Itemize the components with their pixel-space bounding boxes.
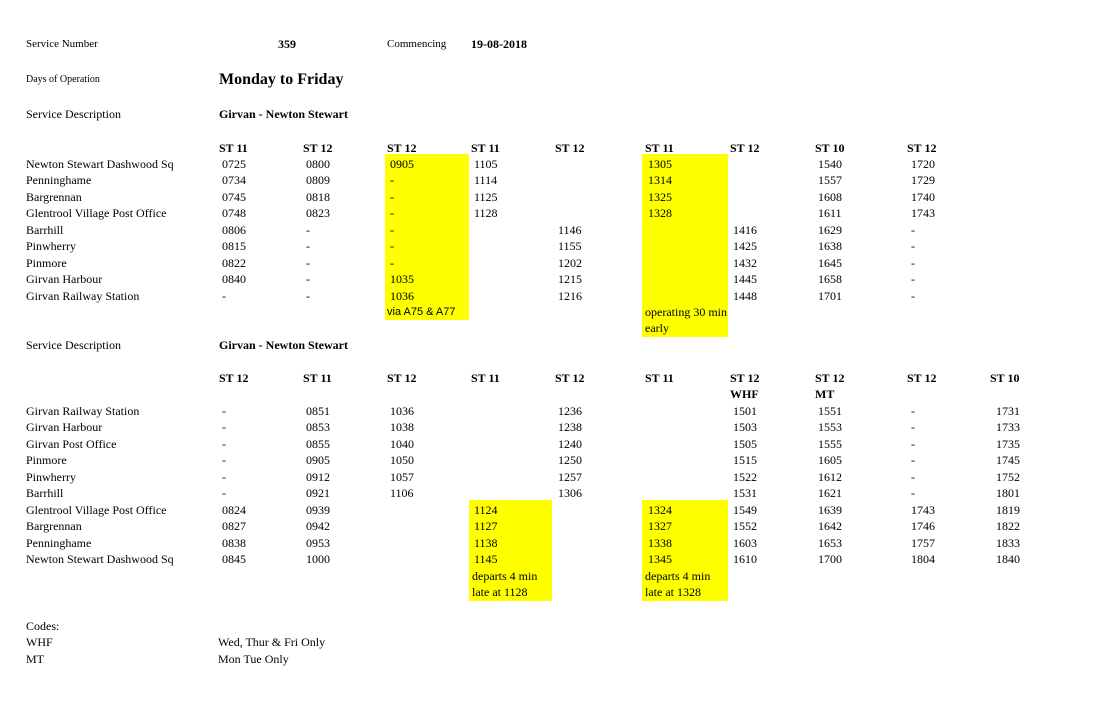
outbound-time-cell: 1216 bbox=[558, 289, 582, 303]
outbound-time-cell: - bbox=[306, 272, 310, 286]
outbound-time-cell: - bbox=[390, 256, 394, 270]
inbound-time-cell: 1057 bbox=[390, 470, 414, 484]
inbound-time-cell: 1124 bbox=[474, 503, 498, 517]
inbound-time-cell: 1743 bbox=[911, 503, 935, 517]
inbound-time-cell: 0939 bbox=[306, 503, 330, 517]
inbound-time-cell: 0942 bbox=[306, 519, 330, 533]
inbound-time-cell: 1138 bbox=[474, 536, 498, 550]
service-description-2: Girvan - Newton Stewart bbox=[219, 338, 348, 352]
outbound-stop-name: Girvan Harbour bbox=[26, 272, 103, 286]
outbound-time-cell: 1608 bbox=[818, 190, 842, 204]
inbound-time-cell: 1752 bbox=[996, 470, 1020, 484]
outbound-column-header: ST 12 bbox=[555, 141, 585, 155]
inbound-time-cell: 1639 bbox=[818, 503, 842, 517]
inbound-time-cell: 1822 bbox=[996, 519, 1020, 533]
inbound-stop-name: Girvan Harbour bbox=[26, 420, 103, 434]
inbound-time-cell: 1127 bbox=[474, 519, 498, 533]
inbound-time-cell: 1257 bbox=[558, 470, 582, 484]
inbound-column-header: ST 11 bbox=[645, 371, 674, 385]
commencing-date: 19-08-2018 bbox=[471, 37, 527, 51]
outbound-time-cell: - bbox=[390, 206, 394, 220]
inbound-time-cell: 0953 bbox=[306, 536, 330, 550]
outbound-column-header: ST 10 bbox=[815, 141, 845, 155]
outbound-column-header: ST 12 bbox=[907, 141, 937, 155]
code-mt-meaning: Mon Tue Only bbox=[218, 652, 289, 666]
outbound-time-cell: 1215 bbox=[558, 272, 582, 286]
outbound-time-cell: 0818 bbox=[306, 190, 330, 204]
inbound-time-cell: 1610 bbox=[733, 552, 757, 566]
inbound-time-cell: 1757 bbox=[911, 536, 935, 550]
inbound-column-header: ST 12 bbox=[815, 371, 845, 385]
outbound-time-cell: 1425 bbox=[733, 239, 757, 253]
inbound-time-cell: 1605 bbox=[818, 453, 842, 467]
outbound-time-cell: 0822 bbox=[222, 256, 246, 270]
outbound-time-cell: 1202 bbox=[558, 256, 582, 270]
inbound-time-cell: 0838 bbox=[222, 536, 246, 550]
outbound-time-cell: 1305 bbox=[648, 157, 672, 171]
inbound-time-cell: - bbox=[222, 404, 226, 418]
inbound-time-cell: 0824 bbox=[222, 503, 246, 517]
outbound-time-cell: 1658 bbox=[818, 272, 842, 286]
outbound-time-cell: - bbox=[911, 256, 915, 270]
service-description-label-2: Service Description bbox=[26, 338, 121, 352]
outbound-time-cell: - bbox=[911, 289, 915, 303]
inbound-time-cell: 1819 bbox=[996, 503, 1020, 517]
outbound-column-header: ST 12 bbox=[303, 141, 333, 155]
outbound-time-cell: 0800 bbox=[306, 157, 330, 171]
inbound-time-cell: - bbox=[911, 437, 915, 451]
inbound-note-col6-line1: departs 4 min bbox=[645, 569, 711, 583]
days-of-operation-label: Days of Operation bbox=[26, 74, 100, 85]
inbound-column-header: ST 10 bbox=[990, 371, 1020, 385]
inbound-time-cell: 1040 bbox=[390, 437, 414, 451]
inbound-time-cell: 1735 bbox=[996, 437, 1020, 451]
outbound-time-cell: 1416 bbox=[733, 223, 757, 237]
codes-label: Codes: bbox=[26, 619, 60, 633]
inbound-time-cell: - bbox=[222, 486, 226, 500]
outbound-column-header: ST 12 bbox=[387, 141, 417, 155]
inbound-time-cell: - bbox=[911, 470, 915, 484]
inbound-time-cell: 1338 bbox=[648, 536, 672, 550]
inbound-time-cell: 1000 bbox=[306, 552, 330, 566]
inbound-time-cell: 1612 bbox=[818, 470, 842, 484]
inbound-column-header: ST 11 bbox=[471, 371, 500, 385]
inbound-time-cell: 1345 bbox=[648, 552, 672, 566]
inbound-column-header: ST 12 bbox=[730, 371, 760, 385]
service-number-label: Service Number bbox=[26, 38, 98, 50]
outbound-note-early-line1: operating 30 min bbox=[645, 305, 727, 319]
inbound-time-cell: - bbox=[222, 453, 226, 467]
outbound-time-cell: 0725 bbox=[222, 157, 246, 171]
outbound-time-cell: 0734 bbox=[222, 173, 246, 187]
inbound-stop-name: Pinmore bbox=[26, 453, 67, 467]
outbound-time-cell: 1314 bbox=[648, 173, 672, 187]
inbound-time-cell: 1745 bbox=[996, 453, 1020, 467]
inbound-time-cell: 1733 bbox=[996, 420, 1020, 434]
outbound-stop-name: Barrhill bbox=[26, 223, 64, 237]
inbound-time-cell: 1145 bbox=[474, 552, 498, 566]
outbound-time-cell: 1146 bbox=[558, 223, 582, 237]
inbound-time-cell: 1038 bbox=[390, 420, 414, 434]
outbound-time-cell: - bbox=[390, 173, 394, 187]
inbound-time-cell: 1050 bbox=[390, 453, 414, 467]
outbound-time-cell: - bbox=[306, 239, 310, 253]
outbound-stop-name: Bargrennan bbox=[26, 190, 82, 204]
outbound-column-header: ST 11 bbox=[471, 141, 500, 155]
outbound-time-cell: 1128 bbox=[474, 206, 498, 220]
outbound-time-cell: 1036 bbox=[390, 289, 414, 303]
inbound-time-cell: 1250 bbox=[558, 453, 582, 467]
outbound-stop-name: Penninghame bbox=[26, 173, 92, 187]
inbound-stop-name: Bargrennan bbox=[26, 519, 82, 533]
inbound-time-cell: 1236 bbox=[558, 404, 582, 418]
inbound-time-cell: 1106 bbox=[390, 486, 414, 500]
inbound-time-cell: 0855 bbox=[306, 437, 330, 451]
service-number: 359 bbox=[278, 37, 296, 51]
inbound-time-cell: 1531 bbox=[733, 486, 757, 500]
outbound-stop-name: Pinmore bbox=[26, 256, 67, 270]
outbound-time-cell: 0745 bbox=[222, 190, 246, 204]
inbound-time-cell: 1240 bbox=[558, 437, 582, 451]
inbound-time-cell: 1515 bbox=[733, 453, 757, 467]
inbound-time-cell: 1833 bbox=[996, 536, 1020, 550]
inbound-time-cell: 1555 bbox=[818, 437, 842, 451]
outbound-time-cell: - bbox=[911, 239, 915, 253]
inbound-time-cell: 1553 bbox=[818, 420, 842, 434]
inbound-time-cell: 1549 bbox=[733, 503, 757, 517]
inbound-time-cell: 1551 bbox=[818, 404, 842, 418]
inbound-time-cell: 0912 bbox=[306, 470, 330, 484]
outbound-time-cell: - bbox=[911, 223, 915, 237]
inbound-stop-name: Pinwherry bbox=[26, 470, 76, 484]
inbound-time-cell: 1804 bbox=[911, 552, 935, 566]
outbound-time-cell: - bbox=[390, 223, 394, 237]
outbound-time-cell: 0815 bbox=[222, 239, 246, 253]
inbound-time-cell: - bbox=[911, 420, 915, 434]
inbound-time-cell: 1501 bbox=[733, 404, 757, 418]
outbound-time-cell: 1125 bbox=[474, 190, 498, 204]
inbound-column-header: ST 11 bbox=[303, 371, 332, 385]
outbound-time-cell: 1445 bbox=[733, 272, 757, 286]
inbound-time-cell: 1505 bbox=[733, 437, 757, 451]
inbound-note-col4-line2: late at 1128 bbox=[472, 585, 528, 599]
inbound-time-cell: 1503 bbox=[733, 420, 757, 434]
inbound-time-cell: 1642 bbox=[818, 519, 842, 533]
outbound-time-cell: 0840 bbox=[222, 272, 246, 286]
inbound-note-col6-line2: late at 1328 bbox=[645, 585, 701, 599]
inbound-stop-name: Barrhill bbox=[26, 486, 64, 500]
outbound-time-cell: 1645 bbox=[818, 256, 842, 270]
inbound-time-cell: 0851 bbox=[306, 404, 330, 418]
outbound-time-cell: 1629 bbox=[818, 223, 842, 237]
inbound-stop-name: Newton Stewart Dashwood Sq bbox=[26, 552, 174, 566]
outbound-time-cell: 1720 bbox=[911, 157, 935, 171]
outbound-time-cell: - bbox=[306, 256, 310, 270]
inbound-time-cell: 0921 bbox=[306, 486, 330, 500]
outbound-time-cell: 1638 bbox=[818, 239, 842, 253]
outbound-time-cell: 0905 bbox=[390, 157, 414, 171]
outbound-time-cell: - bbox=[911, 272, 915, 286]
outbound-time-cell: 1328 bbox=[648, 206, 672, 220]
outbound-time-cell: 0748 bbox=[222, 206, 246, 220]
inbound-column-subheader: WHF bbox=[730, 387, 759, 401]
inbound-column-header: ST 12 bbox=[907, 371, 937, 385]
inbound-time-cell: 1522 bbox=[733, 470, 757, 484]
outbound-time-cell: 1155 bbox=[558, 239, 582, 253]
outbound-time-cell: 1729 bbox=[911, 173, 935, 187]
outbound-time-cell: 1743 bbox=[911, 206, 935, 220]
inbound-column-header: ST 12 bbox=[387, 371, 417, 385]
code-whf-meaning: Wed, Thur & Fri Only bbox=[218, 635, 326, 649]
outbound-time-cell: - bbox=[306, 223, 310, 237]
inbound-time-cell: 1700 bbox=[818, 552, 842, 566]
outbound-stop-name: Pinwherry bbox=[26, 239, 76, 253]
inbound-time-cell: 0827 bbox=[222, 519, 246, 533]
inbound-stop-name: Girvan Post Office bbox=[26, 437, 117, 451]
inbound-time-cell: 1731 bbox=[996, 404, 1020, 418]
inbound-time-cell: 1306 bbox=[558, 486, 582, 500]
inbound-time-cell: 1801 bbox=[996, 486, 1020, 500]
inbound-time-cell: 1746 bbox=[911, 519, 935, 533]
inbound-time-cell: 1324 bbox=[648, 503, 672, 517]
inbound-time-cell: - bbox=[222, 470, 226, 484]
inbound-stop-name: Girvan Railway Station bbox=[26, 404, 140, 418]
inbound-note-col4-line1: departs 4 min bbox=[472, 569, 538, 583]
outbound-time-cell: 1432 bbox=[733, 256, 757, 270]
commencing-label: Commencing bbox=[387, 38, 447, 50]
inbound-column-header: ST 12 bbox=[219, 371, 249, 385]
outbound-time-cell: 1105 bbox=[474, 157, 498, 171]
code-whf: WHF bbox=[26, 635, 53, 649]
inbound-time-cell: - bbox=[911, 453, 915, 467]
outbound-time-cell: - bbox=[222, 289, 226, 303]
inbound-time-cell: 1238 bbox=[558, 420, 582, 434]
outbound-time-cell: 0809 bbox=[306, 173, 330, 187]
outbound-column-header: ST 11 bbox=[219, 141, 248, 155]
inbound-time-cell: - bbox=[911, 404, 915, 418]
outbound-time-cell: 1035 bbox=[390, 272, 414, 286]
outbound-time-cell: 1540 bbox=[818, 157, 842, 171]
outbound-time-cell: 0806 bbox=[222, 223, 246, 237]
inbound-time-cell: 0845 bbox=[222, 552, 246, 566]
outbound-time-cell: 1114 bbox=[474, 173, 498, 187]
code-mt: MT bbox=[26, 652, 44, 666]
days-of-operation: Monday to Friday bbox=[219, 71, 344, 88]
outbound-time-cell: 1701 bbox=[818, 289, 842, 303]
outbound-note-early-line2: early bbox=[645, 321, 669, 335]
service-description-label: Service Description bbox=[26, 107, 121, 121]
outbound-time-cell: 1557 bbox=[818, 173, 842, 187]
outbound-time-cell: 1611 bbox=[818, 206, 842, 220]
inbound-stop-name: Glentrool Village Post Office bbox=[26, 503, 167, 517]
inbound-stop-name: Penninghame bbox=[26, 536, 92, 550]
inbound-time-cell: 0905 bbox=[306, 453, 330, 467]
outbound-column-header: ST 12 bbox=[730, 141, 760, 155]
inbound-column-subheader: MT bbox=[815, 387, 835, 401]
inbound-time-cell: - bbox=[222, 420, 226, 434]
outbound-column-header: ST 11 bbox=[645, 141, 674, 155]
outbound-time-cell: 1740 bbox=[911, 190, 935, 204]
inbound-time-cell: 0853 bbox=[306, 420, 330, 434]
outbound-stop-name: Girvan Railway Station bbox=[26, 289, 140, 303]
outbound-time-cell: 1448 bbox=[733, 289, 757, 303]
outbound-stop-name: Newton Stewart Dashwood Sq bbox=[26, 157, 174, 171]
inbound-time-cell: 1327 bbox=[648, 519, 672, 533]
service-description: Girvan - Newton Stewart bbox=[219, 107, 348, 121]
inbound-column-header: ST 12 bbox=[555, 371, 585, 385]
inbound-time-cell: 1621 bbox=[818, 486, 842, 500]
outbound-time-cell: - bbox=[306, 289, 310, 303]
outbound-time-cell: - bbox=[390, 190, 394, 204]
inbound-time-cell: 1603 bbox=[733, 536, 757, 550]
outbound-time-cell: 0823 bbox=[306, 206, 330, 220]
inbound-time-cell: 1552 bbox=[733, 519, 757, 533]
outbound-stop-name: Glentrool Village Post Office bbox=[26, 206, 167, 220]
inbound-time-cell: - bbox=[222, 437, 226, 451]
inbound-time-cell: 1036 bbox=[390, 404, 414, 418]
inbound-time-cell: - bbox=[911, 486, 915, 500]
outbound-note-via: via A75 & A77 bbox=[387, 306, 456, 318]
outbound-time-cell: - bbox=[390, 239, 394, 253]
inbound-time-cell: 1840 bbox=[996, 552, 1020, 566]
outbound-time-cell: 1325 bbox=[648, 190, 672, 204]
inbound-time-cell: 1653 bbox=[818, 536, 842, 550]
